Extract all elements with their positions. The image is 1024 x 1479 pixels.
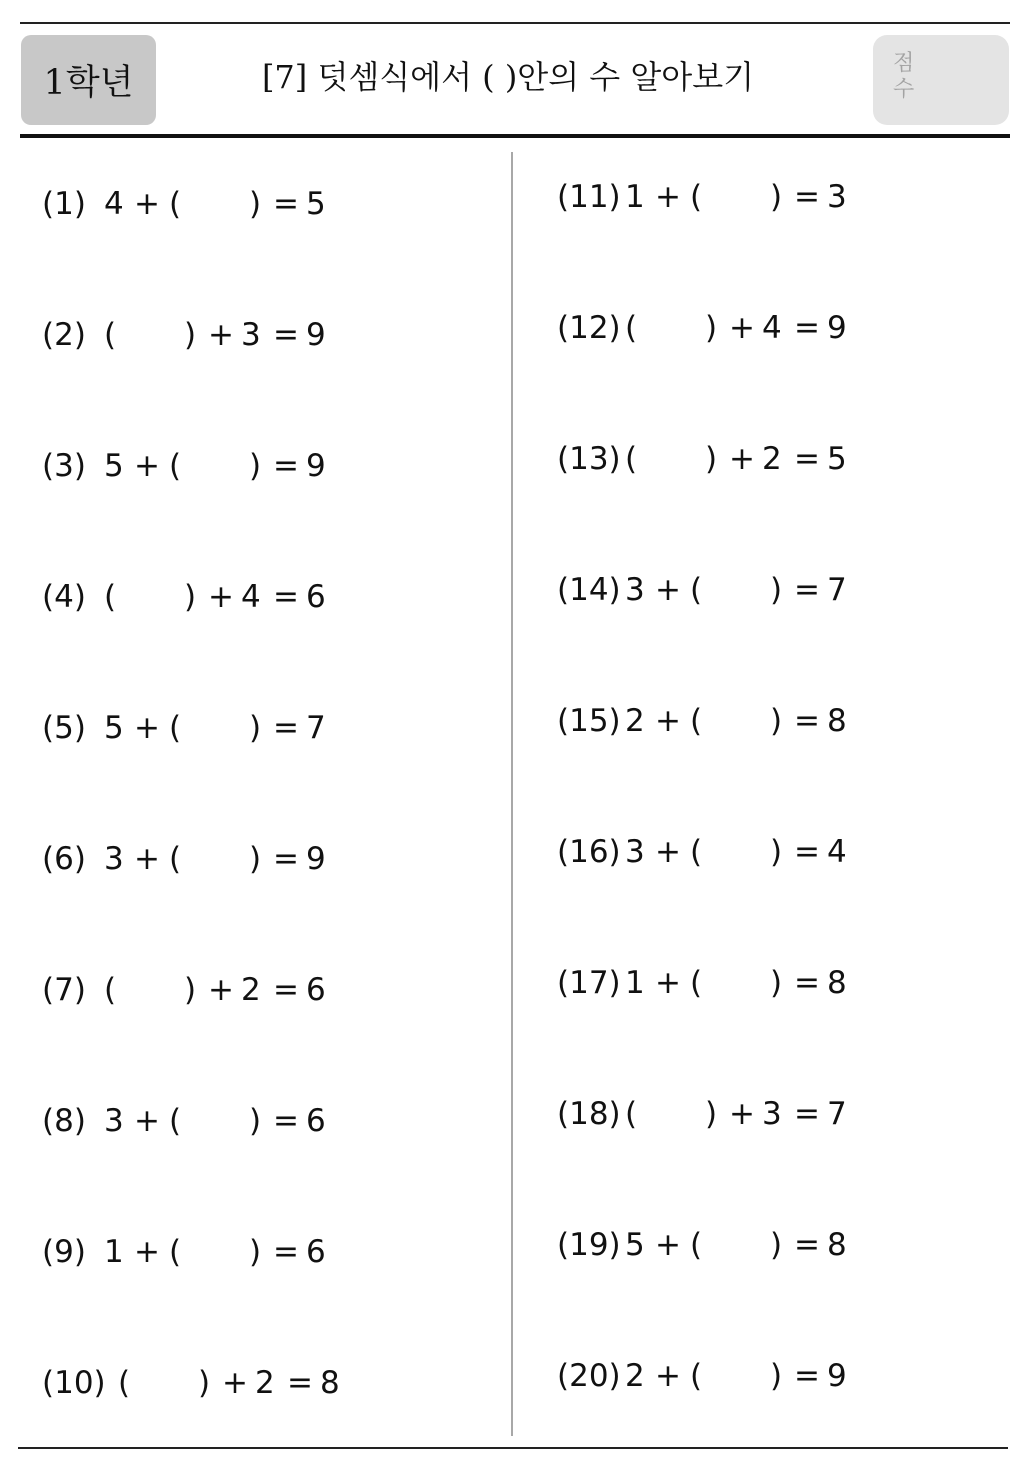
addend: 5 [104,710,124,746]
plus-sign: + [655,965,681,1001]
plus-sign: + [134,1234,160,1270]
equals-sign: = [273,972,299,1008]
equals-sign: = [273,841,299,877]
sum: 8 [827,965,847,1001]
answer-blank[interactable] [708,703,764,739]
problem-item [557,179,1017,219]
problem-number: (16) [557,834,621,870]
sum: 6 [306,1234,326,1270]
bottom-rule [18,1447,1008,1449]
equals-sign: = [794,834,820,870]
answer-blank[interactable] [187,841,243,877]
blank-open-paren: ( [169,1103,182,1139]
sum: 9 [306,841,326,877]
blank-open-paren: ( [690,834,703,870]
answer-blank[interactable] [643,1096,699,1132]
addend: 3 [625,834,645,870]
equals-sign: = [794,310,820,346]
answer-blank[interactable] [122,972,178,1008]
problem-number: (13) [557,441,621,477]
problem-number: (7) [42,972,86,1008]
plus-sign: + [729,441,755,477]
addend: 1 [104,1234,124,1270]
sum: 5 [827,441,847,477]
equals-sign: = [794,179,820,215]
top-rule [20,22,1010,24]
blank-close-paren: ) [249,1103,262,1139]
addend: 4 [241,579,261,615]
problem-number: (4) [42,579,86,615]
problem-item [42,972,502,1012]
plus-sign: + [222,1365,248,1401]
sum: 9 [827,1358,847,1394]
problem-number: (2) [42,317,86,353]
problem-number: (9) [42,1234,86,1270]
sum: 8 [827,1227,847,1263]
column-divider [511,152,513,1436]
equals-sign: = [273,448,299,484]
blank-open-paren: ( [625,1096,638,1132]
problem-number: (8) [42,1103,86,1139]
score-box[interactable] [873,35,1009,125]
addend: 2 [625,703,645,739]
problem-number: (15) [557,703,621,739]
blank-close-paren: ) [770,572,783,608]
problem-number: (20) [557,1358,621,1394]
blank-close-paren: ) [770,703,783,739]
problem-number: (12) [557,310,621,346]
blank-open-paren: ( [104,317,117,353]
sum: 9 [827,310,847,346]
blank-close-paren: ) [770,1227,783,1263]
worksheet-title: [7] 덧셈식에서 ( )안의 수 알아보기 [261,58,755,96]
blank-open-paren: ( [169,710,182,746]
plus-sign: + [655,1227,681,1263]
sum: 3 [827,179,847,215]
problem-item [557,703,1017,743]
blank-open-paren: ( [690,1358,703,1394]
addend: 3 [241,317,261,353]
blank-open-paren: ( [690,1227,703,1263]
blank-close-paren: ) [770,834,783,870]
answer-blank[interactable] [708,179,764,215]
answer-blank[interactable] [187,186,243,222]
problem-item [557,1096,1017,1136]
plus-sign: + [655,1358,681,1394]
plus-sign: + [655,703,681,739]
problem-item [42,448,502,488]
addend: 3 [625,572,645,608]
problem-item [42,317,502,357]
equals-sign: = [273,186,299,222]
plus-sign: + [134,448,160,484]
blank-close-paren: ) [705,441,718,477]
problem-item [42,710,502,750]
sum: 6 [306,1103,326,1139]
blank-open-paren: ( [625,310,638,346]
problem-item [42,1103,502,1143]
sum: 5 [306,186,326,222]
sum: 4 [827,834,847,870]
equals-sign: = [794,441,820,477]
blank-close-paren: ) [249,1234,262,1270]
answer-blank[interactable] [187,448,243,484]
addend: 4 [762,310,782,346]
problem-item [557,1358,1017,1398]
problem-item [557,572,1017,612]
sum: 8 [827,703,847,739]
grade-label: 1학년 [43,63,134,103]
equals-sign: = [273,1234,299,1270]
blank-open-paren: ( [690,965,703,1001]
problem-item [42,1234,502,1274]
addend: 3 [762,1096,782,1132]
problem-item [557,441,1017,481]
grade-badge [21,35,156,125]
blank-open-paren: ( [169,841,182,877]
answer-blank[interactable] [187,710,243,746]
blank-open-paren: ( [169,186,182,222]
answer-blank[interactable] [122,317,178,353]
problem-number: (14) [557,572,621,608]
addend: 2 [255,1365,275,1401]
plus-sign: + [729,310,755,346]
blank-close-paren: ) [249,710,262,746]
blank-close-paren: ) [705,310,718,346]
answer-blank[interactable] [122,579,178,615]
problem-number: (10) [42,1365,106,1401]
equals-sign: = [794,1227,820,1263]
answer-blank[interactable] [708,965,764,1001]
blank-close-paren: ) [249,448,262,484]
blank-open-paren: ( [104,972,117,1008]
equals-sign: = [794,1096,820,1132]
equals-sign: = [794,572,820,608]
problem-item [42,579,502,619]
sum: 7 [827,1096,847,1132]
plus-sign: + [655,179,681,215]
answer-blank[interactable] [187,1103,243,1139]
sum: 6 [306,972,326,1008]
plus-sign: + [134,841,160,877]
blank-open-paren: ( [690,572,703,608]
plus-sign: + [134,710,160,746]
equals-sign: = [273,579,299,615]
problem-number: (5) [42,710,86,746]
plus-sign: + [134,186,160,222]
sum: 8 [320,1365,340,1401]
equals-sign: = [794,1358,820,1394]
problem-number: (3) [42,448,86,484]
equals-sign: = [273,710,299,746]
blank-open-paren: ( [690,703,703,739]
addend: 4 [104,186,124,222]
blank-close-paren: ) [184,317,197,353]
plus-sign: + [655,572,681,608]
blank-open-paren: ( [169,448,182,484]
answer-blank[interactable] [708,834,764,870]
blank-open-paren: ( [169,1234,182,1270]
blank-open-paren: ( [690,179,703,215]
problem-number: (1) [42,186,86,222]
problem-number: (11) [557,179,621,215]
problem-item [42,1365,502,1405]
blank-open-paren: ( [118,1365,131,1401]
problem-number: (6) [42,841,86,877]
blank-close-paren: ) [705,1096,718,1132]
answer-blank[interactable] [643,310,699,346]
sum: 9 [306,448,326,484]
blank-close-paren: ) [184,972,197,1008]
blank-open-paren: ( [104,579,117,615]
blank-close-paren: ) [249,186,262,222]
addend: 2 [241,972,261,1008]
equals-sign: = [287,1365,313,1401]
blank-open-paren: ( [625,441,638,477]
addend: 5 [625,1227,645,1263]
answer-blank[interactable] [187,1234,243,1270]
blank-close-paren: ) [184,579,197,615]
problem-item [557,965,1017,1005]
equals-sign: = [794,965,820,1001]
problem-number: (17) [557,965,621,1001]
plus-sign: + [208,579,234,615]
addend: 2 [762,441,782,477]
problem-item [42,186,502,226]
sum: 7 [827,572,847,608]
plus-sign: + [729,1096,755,1132]
answer-blank[interactable] [643,441,699,477]
sum: 7 [306,710,326,746]
answer-blank[interactable] [136,1365,192,1401]
addend: 3 [104,1103,124,1139]
equals-sign: = [794,703,820,739]
answer-blank[interactable] [708,572,764,608]
plus-sign: + [208,317,234,353]
problem-item [557,834,1017,874]
score-label: 점수 [893,51,915,102]
sum: 6 [306,579,326,615]
blank-close-paren: ) [770,965,783,1001]
addend: 1 [625,965,645,1001]
problem-number: (18) [557,1096,621,1132]
addend: 1 [625,179,645,215]
problem-item [557,1227,1017,1267]
blank-close-paren: ) [770,179,783,215]
addend: 2 [625,1358,645,1394]
plus-sign: + [655,834,681,870]
addend: 3 [104,841,124,877]
equals-sign: = [273,1103,299,1139]
problem-item [557,310,1017,350]
blank-close-paren: ) [249,841,262,877]
blank-close-paren: ) [198,1365,211,1401]
sum: 9 [306,317,326,353]
header-rule [20,134,1010,138]
plus-sign: + [208,972,234,1008]
blank-close-paren: ) [770,1358,783,1394]
problem-item [42,841,502,881]
equals-sign: = [273,317,299,353]
plus-sign: + [134,1103,160,1139]
answer-blank[interactable] [708,1227,764,1263]
answer-blank[interactable] [708,1358,764,1394]
problem-number: (19) [557,1227,621,1263]
addend: 5 [104,448,124,484]
